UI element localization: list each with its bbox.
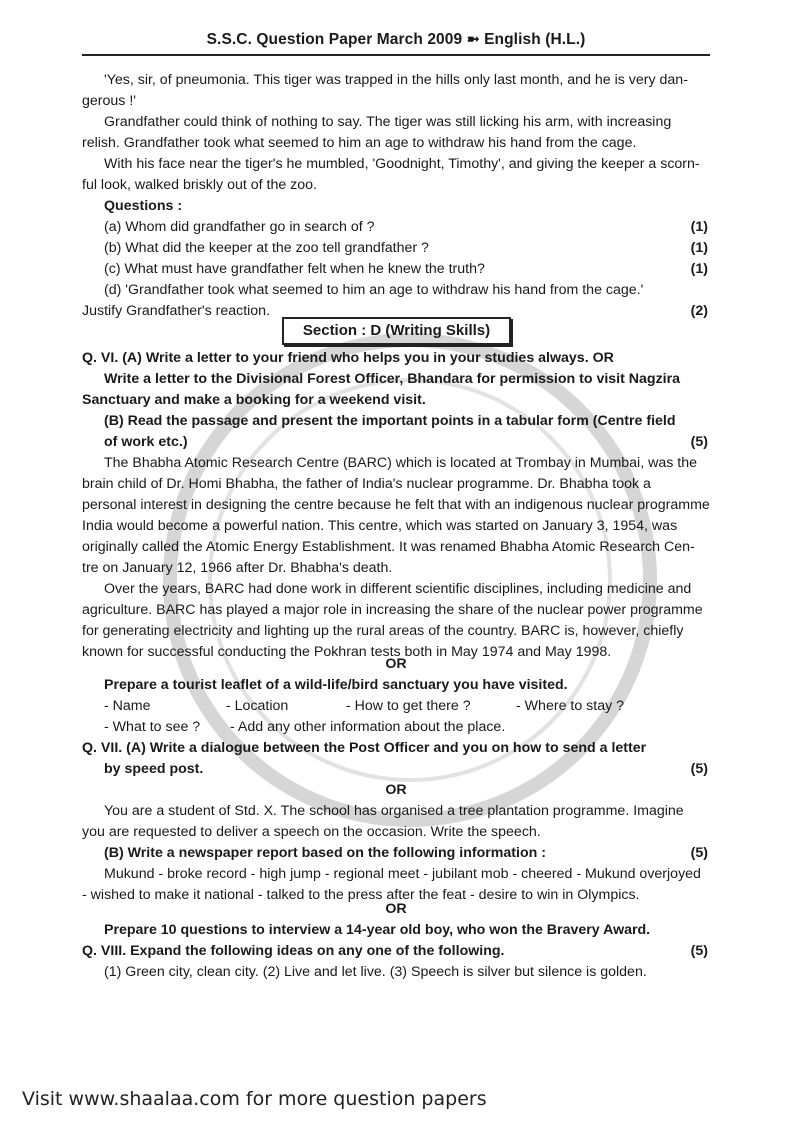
- marks-label: (1): [690, 240, 708, 256]
- barc-passage-line: known for successful conducting the Pokhran tests both in May 1974 and May 1998.: [82, 644, 612, 660]
- questions-heading: Questions :: [104, 198, 183, 214]
- q7-b-info-continued: - wished to make it national - talked to the press after the feat - desire to win in Olympics.: [82, 887, 640, 903]
- q7-a-alternative-continued: you are requested to deliver a speech on the occasion. Write the speech.: [82, 824, 541, 840]
- marks-label: (5): [690, 761, 708, 777]
- q6-b-question-continued: of work etc.): [104, 434, 188, 450]
- leaflet-hint-how: - How to get there ?: [346, 698, 471, 714]
- q7-a-alternative: You are a student of Std. X. The school has organised a tree plantation programme. Imagine: [104, 803, 684, 819]
- barc-passage-line: originally called the Atomic Energy Establishment. It was renamed Bhabha Atomic Research Cen-: [82, 539, 695, 555]
- marks-label: (5): [690, 434, 708, 450]
- section-d-title: Section : D (Writing Skills): [282, 317, 511, 345]
- leaflet-hint-location: - Location: [226, 698, 289, 714]
- passage-line: 'Yes, sir, of pneumonia. This tiger was trapped in the hills only last month, and he is very dan-: [104, 72, 688, 88]
- q6-a-alternative-continued: Sanctuary and make a booking for a weekend visit.: [82, 392, 426, 408]
- header-divider: [82, 54, 710, 56]
- q6-b-question: (B) Read the passage and present the important points in a tabular form (Centre field: [104, 413, 676, 429]
- marks-label: (1): [690, 219, 708, 235]
- leaflet-task: Prepare a tourist leaflet of a wild-life/bird sanctuary you have visited.: [104, 677, 568, 693]
- marks-label: (5): [690, 943, 708, 959]
- question-a: (a) Whom did grandfather go in search of ?: [104, 219, 375, 235]
- leaflet-hint-where: - Where to stay ?: [516, 698, 625, 714]
- q7-b-question: (B) Write a newspaper report based on the following information :: [104, 845, 546, 861]
- question-c: (c) What must have grandfather felt when he knew the truth?: [104, 261, 485, 277]
- barc-passage-line: agriculture. BARC has played a major role in increasing the share of the nuclear power programme: [82, 602, 703, 618]
- or-divider: OR: [385, 656, 407, 672]
- marks-label: (5): [690, 845, 708, 861]
- leaflet-hint-name: - Name: [104, 698, 151, 714]
- q7-a-question: Q. VII. (A) Write a dialogue between the Post Officer and you on how to send a letter: [82, 740, 647, 756]
- marks-label: (1): [690, 261, 708, 277]
- or-divider: OR: [385, 901, 407, 917]
- barc-passage-line: brain child of Dr. Homi Bhabha, the father of India's nuclear programme. Dr. Bhabha took a: [82, 476, 651, 492]
- passage-line: relish. Grandfather took what seemed to him an age to withdraw his hand from the cage.: [82, 135, 637, 151]
- q7-b-info: Mukund - broke record - high jump - regional meet - jubilant mob - cheered - Mukund overjoyed: [104, 866, 701, 882]
- passage-line: Grandfather could think of nothing to say. The tiger was still licking his arm, with increasing: [104, 114, 672, 130]
- footer-text: Visit www.shaalaa.com for more question papers: [22, 1088, 487, 1110]
- barc-passage-line: for generating electricity and lighting up the rural areas of the country. BARC is, however, chiefly: [82, 623, 684, 639]
- question-b: (b) What did the keeper at the zoo tell grandfather ?: [104, 240, 429, 256]
- q6-a-alternative: Write a letter to the Divisional Forest Officer, Bhandara for permission to visit Nagzira: [104, 371, 681, 387]
- passage-line: ful look, walked briskly out of the zoo.: [82, 177, 318, 193]
- passage-line: With his face near the tiger's he mumbled, 'Goodnight, Timothy', and giving the keeper a scorn-: [104, 156, 700, 172]
- q8-question: Q. VIII. Expand the following ideas on any one of the following.: [82, 943, 505, 959]
- barc-passage-line: Over the years, BARC had done work in different scientific disciplines, including medicine and: [104, 581, 692, 597]
- page-header-title: S.S.C. Question Paper March 2009 ➼ English (H.L.): [206, 31, 586, 48]
- leaflet-hint-other: - Add any other information about the place.: [230, 719, 506, 735]
- q7-b-alternative: Prepare 10 questions to interview a 14-year old boy, who won the Bravery Award.: [104, 922, 651, 938]
- barc-passage-line: tre on January 12, 1966 after Dr. Bhabha's death.: [82, 560, 393, 576]
- barc-passage-line: personal interest in designing the centre because he felt that with an indigenous nuclear programme: [82, 497, 710, 513]
- q6-a-question: Q. VI. (A) Write a letter to your friend who helps you in your studies always. OR: [82, 350, 614, 366]
- passage-line: gerous !': [82, 93, 136, 109]
- question-d: (d) 'Grandfather took what seemed to him an age to withdraw his hand from the cage.': [104, 282, 644, 298]
- or-divider: OR: [385, 782, 407, 798]
- leaflet-hint-what: - What to see ?: [104, 719, 201, 735]
- q8-options: (1) Green city, clean city. (2) Live and let live. (3) Speech is silver but silence is golden.: [104, 964, 647, 980]
- q7-a-question-continued: by speed post.: [104, 761, 204, 777]
- barc-passage-line: India would become a powerful nation. This centre, which was started on January 3, 1954, was: [82, 518, 678, 534]
- question-d-continued: Justify Grandfather's reaction.: [82, 303, 271, 319]
- marks-label: (2): [690, 303, 708, 319]
- barc-passage-line: The Bhabha Atomic Research Centre (BARC) which is located at Trombay in Mumbai, was the: [104, 455, 697, 471]
